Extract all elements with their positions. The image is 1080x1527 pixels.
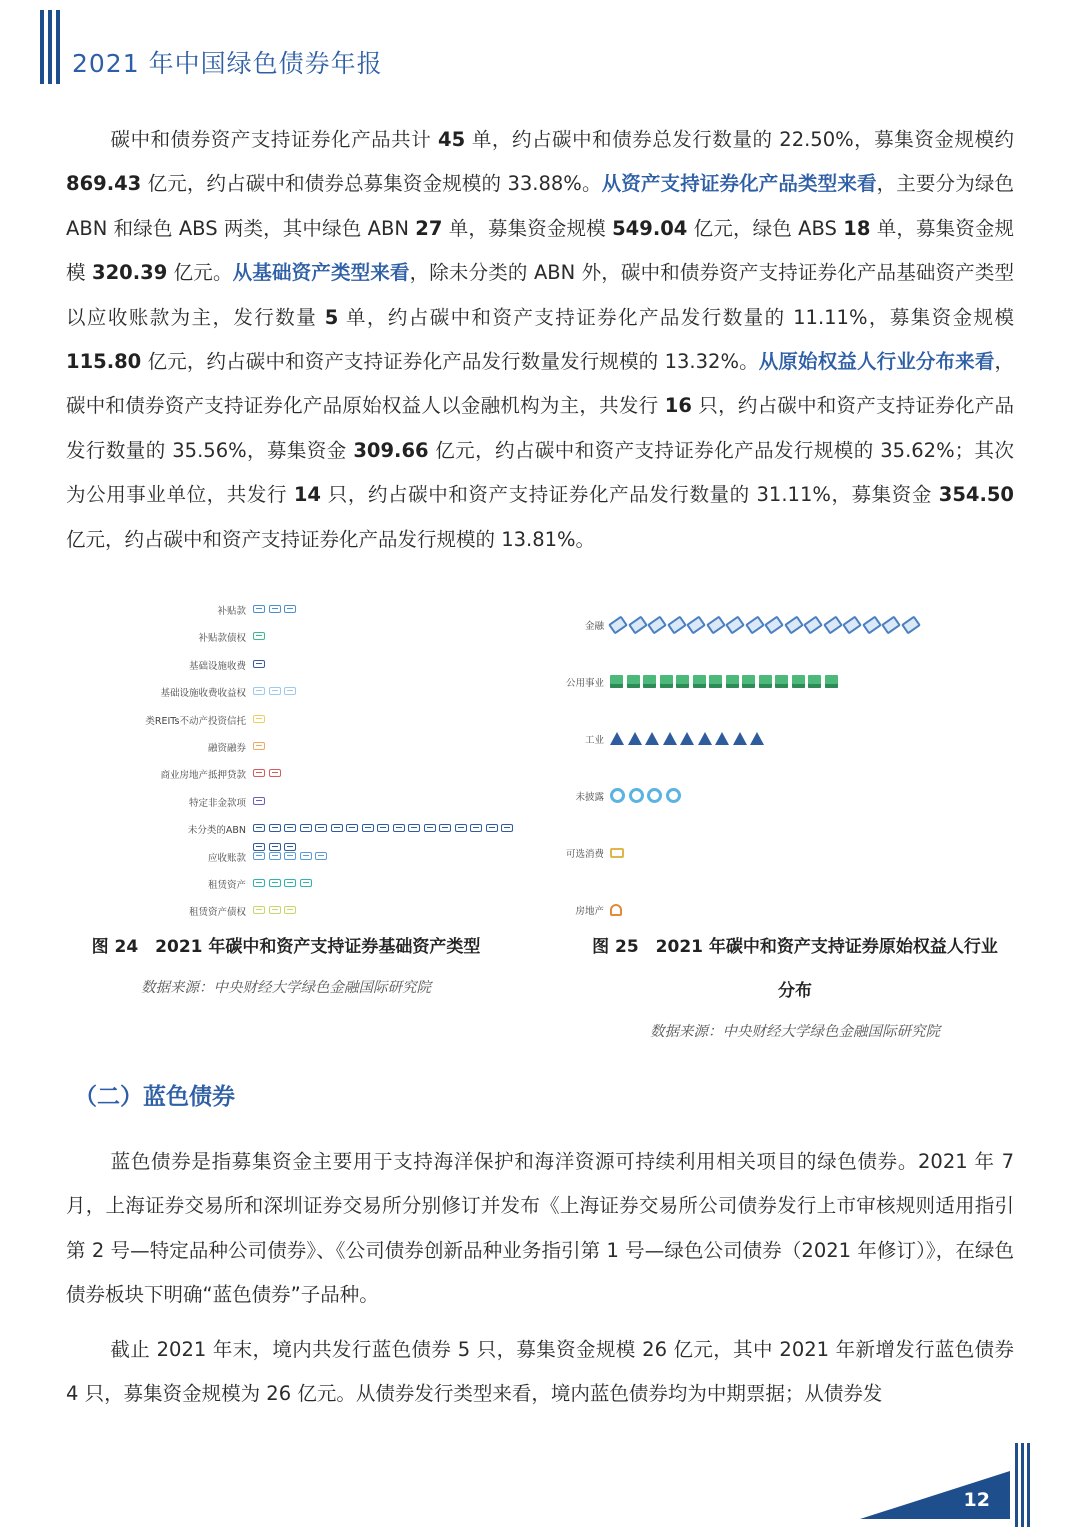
building-icon: [775, 675, 788, 688]
card-icon: [377, 824, 389, 832]
card-icon: [253, 906, 265, 914]
icon-row: [253, 824, 520, 834]
card-icon: [269, 605, 281, 613]
icon-row: [253, 605, 300, 615]
category-label: 商业房地产抵押贷款: [160, 770, 246, 782]
tag-icon: [725, 615, 745, 634]
card-icon: [253, 852, 265, 860]
industry-icon: [733, 732, 747, 745]
building-icon: [627, 675, 640, 688]
building-icon: [643, 675, 656, 688]
card-icon: [269, 769, 281, 777]
card-icon: [408, 824, 420, 832]
page-number: 12: [963, 1489, 990, 1511]
building-icon: [742, 675, 755, 688]
industry-label: 金融: [584, 621, 604, 632]
tag-icon: [764, 615, 784, 634]
icon-row: [610, 614, 922, 632]
header-bar: [40, 10, 44, 84]
card-icon: [269, 879, 281, 887]
category-label: 租赁资产债权: [188, 907, 246, 919]
industry-icon: [628, 732, 642, 745]
icon-row: [610, 671, 841, 689]
icon-row: [253, 797, 269, 807]
icon-row: [253, 632, 269, 642]
figure-25-caption: 图 25 2021 年碳中和资产支持证券原始权益人行业: [592, 937, 998, 957]
card-icon: [269, 843, 281, 851]
tag-icon: [901, 615, 921, 634]
card-icon: [253, 632, 265, 640]
card-icon: [315, 852, 327, 860]
industry-icon: [663, 732, 677, 745]
ring-icon: [610, 788, 625, 803]
tag-icon: [745, 615, 765, 634]
industry-label: 可选消费: [565, 849, 604, 860]
building-icon: [792, 675, 805, 688]
category-label: 特定非金款项: [188, 797, 246, 809]
building-icon: [726, 675, 739, 688]
tag-icon: [667, 615, 687, 634]
icon-row: [610, 842, 628, 860]
icon-row: [253, 879, 315, 889]
building-icon: [693, 675, 706, 688]
industry-icon: [750, 732, 764, 745]
category-label: 基础设施收费: [188, 660, 246, 672]
building-icon: [676, 675, 689, 688]
tag-icon: [784, 615, 804, 634]
card-icon: [300, 852, 312, 860]
chart-originator-industry: [540, 600, 1020, 925]
card-icon: [300, 824, 312, 832]
icon-row: [253, 660, 269, 670]
industry-icon: [645, 732, 659, 745]
building-icon: [709, 675, 722, 688]
tag-icon: [647, 615, 667, 634]
figure-24-source: 数据来源：中央财经大学绿色金融国际研究院: [141, 980, 431, 996]
category-label: 应收账款: [207, 852, 246, 864]
icon-row: [610, 899, 626, 917]
card-icon: [253, 769, 265, 777]
card-icon: [253, 824, 265, 832]
figure-25-caption-line2: 分布: [778, 981, 812, 1001]
tag-icon: [628, 615, 648, 634]
building-icon: [610, 675, 623, 688]
card-icon: [439, 824, 451, 832]
card-icon: [470, 824, 482, 832]
section-title: （二）蓝色债券: [74, 1084, 235, 1110]
cart-icon: [610, 848, 624, 858]
home-icon: [610, 904, 622, 916]
paragraph-carbon-abs: 碳中和债券资产支持证券化产品共计 45 单，约占碳中和债券总发行数量的 22.50%，募集资金规模约 869.43 亿元，约占碳中和债券总募集资金规模的 33.88%。从资产支持证券化产品类型来看，主要分为绿色 ABN 和绿色 ABS 两类，其中绿色 ABN 27 单，募集资金规模 549.04 亿元，绿色 ABS 18 单，募集资金规模 320.39 亿元。从基础资产类型来看，除未分类的 ABN 外，碳中和债券资产支持证券化产品基础资产类型以应收账款为主，发行数量 5 单，约占碳中和资产支持证券化产品发行数量的 11.11%，募集资金规模 115.80 亿元，约占碳中和资产支持证券化产品发行数量发行规模的 13.32%。从原始权益人行业分布来看，碳中和债券资产支持证券化产品原始权益人以金融机构为主，共发行 16 只，约占碳中和资产支持证券化产品发行数量的 35.56%，募集资金 309.66 亿元，约占碳中和资产支持证券化产品发行规模的 35.62%；其次为公用事业单位，共发行 14 只，约占碳中和资产支持证券化产品发行数量的 31.11%，募集资金 354.50 亿元，约占碳中和资产支持证券化产品发行规模的 13.81%。: [66, 128, 1015, 551]
tag-icon: [842, 615, 862, 634]
card-icon: [486, 824, 498, 832]
card-icon: [346, 824, 358, 832]
tag-icon: [823, 615, 843, 634]
icon-row: [610, 785, 684, 803]
figure-24-caption: 图 24 2021 年碳中和资产支持证券基础资产类型: [91, 937, 481, 957]
industry-icon: [680, 732, 694, 745]
card-icon: [284, 906, 296, 914]
card-icon: [284, 687, 296, 695]
card-icon: [315, 824, 327, 832]
ring-icon: [647, 788, 662, 803]
tag-icon: [881, 615, 901, 634]
icon-row: [253, 742, 269, 752]
industry-label: 房地产: [575, 906, 604, 917]
paragraph-blue-bond-definition: 蓝色债券是指募集资金主要用于支持海洋保护和海洋资源可持续利用相关项目的绿色债券。2021 年 7 月，上海证券交易所和深圳证券交易所分别修订并发布《上海证券交易所公司债券发行上市审核规则适用指引第 2 号—特定品种公司债券》、《公司债券创新品种业务指引第 1 号—绿色公司债券（2021 年修订）》，在绿色债券板块下明确“蓝色债券”子品种。: [66, 1150, 1014, 1307]
building-icon: [825, 675, 838, 688]
icon-row: [610, 728, 768, 746]
card-icon: [455, 824, 467, 832]
card-icon: [269, 852, 281, 860]
industry-label: 工业: [584, 735, 604, 746]
header-bar: [48, 10, 52, 84]
ring-icon: [666, 788, 681, 803]
card-icon: [253, 843, 265, 851]
card-icon: [284, 852, 296, 860]
card-icon: [331, 824, 343, 832]
card-icon: [269, 687, 281, 695]
industry-label: 公用事业: [565, 678, 604, 689]
card-icon: [284, 843, 296, 851]
card-icon: [284, 824, 296, 832]
category-label: 类REITs不动产投资信托: [145, 715, 246, 727]
building-icon: [660, 675, 673, 688]
industry-label: 未披露: [575, 792, 604, 803]
category-label: 未分类的ABN: [187, 825, 246, 837]
icon-row: [253, 906, 300, 916]
footer-bar: [1021, 1443, 1024, 1527]
paragraph-blue-bond-stats: 截止 2021 年末，境内共发行蓝色债券 5 只，募集资金规模 26 亿元，其中 2021 年新增发行蓝色债券 4 只，募集资金规模为 26 亿元。从债券发行类型来看，境内蓝色债券均为中期票据；从债券发: [66, 1338, 1014, 1406]
industry-icon: [610, 732, 624, 745]
card-icon: [253, 879, 265, 887]
category-label: 补贴款: [217, 606, 246, 617]
card-icon: [362, 824, 374, 832]
card-icon: [253, 687, 265, 695]
category-label: 补贴款债权: [198, 633, 246, 645]
card-icon: [253, 605, 265, 613]
category-label: 融资融券: [207, 743, 246, 754]
category-label: 租赁资产: [207, 880, 246, 891]
tag-icon: [706, 615, 726, 634]
icon-row: [253, 715, 269, 725]
card-icon: [501, 824, 513, 832]
tag-icon: [803, 615, 823, 634]
industry-icon: [698, 732, 712, 745]
card-icon: [253, 797, 265, 805]
card-icon: [284, 879, 296, 887]
icon-row: [253, 852, 331, 862]
report-title: 2021 年中国绿色债券年报: [72, 49, 383, 78]
card-icon: [269, 906, 281, 914]
footer-bar: [1015, 1443, 1018, 1527]
card-icon: [393, 824, 405, 832]
card-icon: [253, 742, 265, 750]
figure-25-source: 数据来源：中央财经大学绿色金融国际研究院: [650, 1024, 940, 1040]
ring-icon: [629, 788, 644, 803]
building-icon: [808, 675, 821, 688]
card-icon: [284, 605, 296, 613]
tag-icon: [862, 615, 882, 634]
tag-icon: [608, 615, 628, 634]
icon-row: [253, 769, 284, 779]
card-icon: [253, 715, 265, 723]
card-icon: [424, 824, 436, 832]
card-icon: [269, 824, 281, 832]
industry-icon: [715, 732, 729, 745]
category-label: 基础设施收费收益权: [160, 688, 246, 700]
card-icon: [253, 660, 265, 668]
footer-bar: [1027, 1443, 1030, 1527]
icon-row: [253, 687, 300, 697]
chart-underlying-asset-types: [60, 598, 520, 923]
tag-icon: [686, 615, 706, 634]
card-icon: [300, 879, 312, 887]
building-icon: [759, 675, 772, 688]
header-bar: [56, 10, 60, 84]
